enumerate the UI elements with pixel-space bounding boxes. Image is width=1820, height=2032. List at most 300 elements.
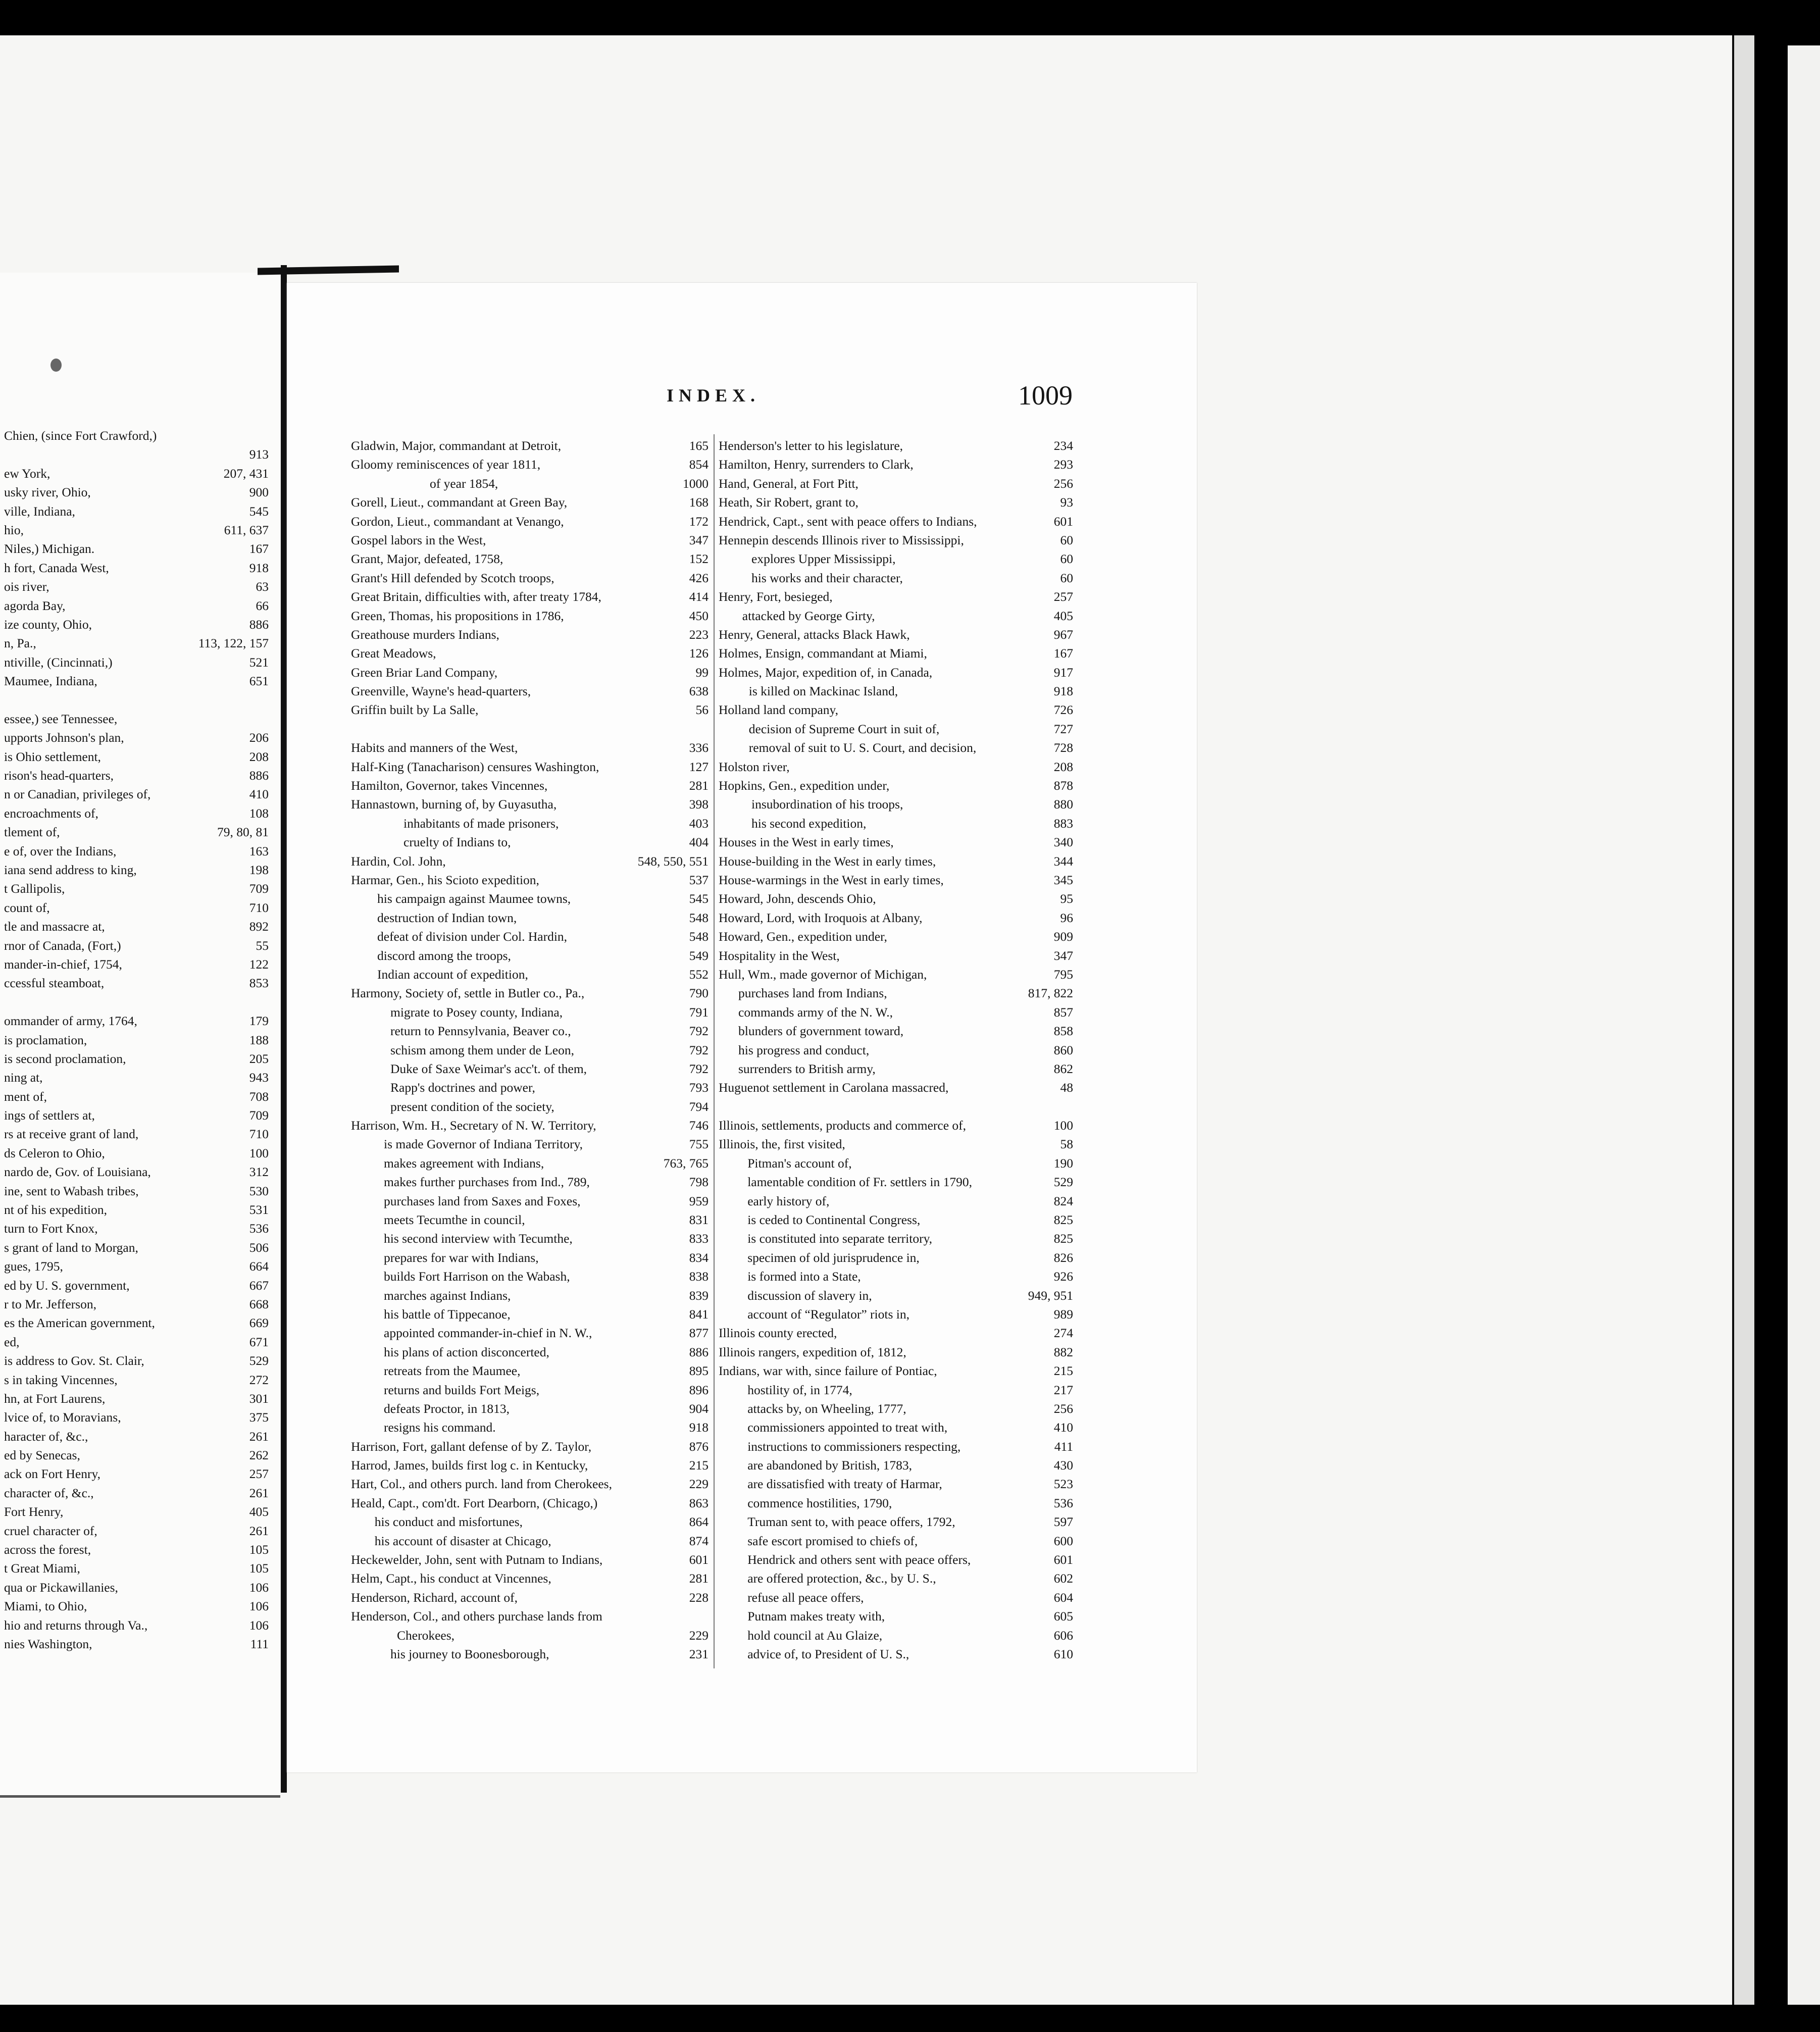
index-entry-text: Miami, to Ohio,	[4, 1599, 87, 1614]
index-entry	[351, 1116, 709, 1135]
index-entry	[0, 1616, 269, 1635]
index-entry	[719, 852, 1073, 871]
index-entry	[719, 1059, 1073, 1078]
index-entry	[351, 1381, 709, 1399]
index-entry	[351, 814, 709, 833]
index-entry-pages: 531	[249, 1202, 269, 1217]
index-entry-pages: 530	[249, 1183, 269, 1198]
index-entry-text: Chien, (since Fort Crawford,)	[4, 428, 157, 443]
index-entry-text: is ceded to Continental Congress,	[747, 1212, 921, 1228]
index-entry-pages: 126	[689, 646, 709, 661]
index-entry	[719, 531, 1073, 549]
index-entry	[351, 1173, 709, 1191]
index-entry-text: Putnam makes treaty with,	[747, 1609, 885, 1624]
index-entry	[351, 512, 709, 531]
index-entry-pages: 347	[689, 532, 709, 547]
index-entry-text: ds Celeron to Ohio,	[4, 1145, 105, 1160]
index-entry-pages: 55	[256, 938, 269, 953]
index-entry	[0, 1635, 269, 1653]
index-entry-text: resigns his command.	[384, 1420, 496, 1435]
index-entry-text: attacks by, on Wheeling, 1777,	[747, 1401, 906, 1416]
index-entry	[351, 776, 709, 795]
index-entry-pages: 405	[249, 1504, 269, 1519]
index-entry-pages: 261	[249, 1485, 269, 1500]
index-entry-text: ccessful steamboat,	[4, 976, 105, 991]
index-entry-pages: 99	[695, 665, 709, 680]
index-entry-pages: 281	[689, 778, 709, 793]
index-entry-text: Hannastown, burning of, by Guyasutha,	[351, 797, 557, 812]
index-entry-text: haracter of, &c.,	[4, 1429, 88, 1444]
index-entry-text: ine, sent to Wabash tribes,	[4, 1183, 139, 1198]
index-entry	[719, 1494, 1073, 1512]
index-entry-pages: 262	[249, 1448, 269, 1463]
index-entry-pages: 375	[249, 1410, 269, 1425]
index-entry	[0, 539, 269, 558]
index-entry	[351, 625, 709, 644]
index-entry-text: hostility of, in 1774,	[747, 1382, 852, 1397]
index-entry	[351, 1154, 709, 1173]
index-entry-text: is second proclamation,	[4, 1051, 126, 1066]
index-entry-text: nardo de, Gov. of Louisiana,	[4, 1164, 151, 1180]
index-entry	[719, 1154, 1073, 1173]
index-entry-pages: 229	[689, 1628, 709, 1643]
index-entry-text: Hendrick, Capt., sent with peace offers to Indians,	[719, 514, 977, 529]
index-entry-pages: 105	[249, 1542, 269, 1557]
index-entry-pages: 108	[249, 805, 269, 821]
index-entry	[719, 549, 1073, 568]
index-entry	[0, 1427, 269, 1446]
index-entry-text: Huguenot settlement in Carolana massacred,	[719, 1080, 949, 1095]
index-entry	[0, 1521, 269, 1540]
index-entry	[351, 455, 709, 474]
index-gap	[719, 1097, 1073, 1116]
index-entry-pages: 967	[1053, 627, 1073, 642]
index-entry-pages: 798	[689, 1175, 709, 1190]
index-entry-text: nies Washington,	[4, 1637, 92, 1651]
index-entry-text: Illinois, the, first visited,	[719, 1137, 845, 1152]
index-entry-text: Indians, war with, since failure of Pontiac,	[719, 1363, 937, 1379]
index-entry-pages: 601	[689, 1552, 709, 1567]
index-entry	[351, 1097, 709, 1116]
index-entry	[351, 738, 709, 757]
index-entry-pages: 281	[689, 1571, 709, 1586]
index-entry-pages: 545	[689, 891, 709, 906]
index-entry-text: discussion of slavery in,	[747, 1288, 872, 1303]
index-entry-text: Hardin, Col. John,	[351, 853, 446, 869]
index-entry-text: commands army of the N. W.,	[738, 1004, 893, 1020]
index-entry-pages: 228	[689, 1590, 709, 1605]
index-entry	[351, 1569, 709, 1588]
index-entry-text: Hopkins, Gen., expedition under,	[719, 778, 890, 793]
index-entry-pages: 710	[249, 1127, 269, 1142]
index-entry-text: hio and returns through Va.,	[4, 1617, 148, 1633]
index-gap	[351, 720, 709, 738]
index-entry-pages: 926	[1053, 1269, 1073, 1284]
index-entry-pages: 529	[1053, 1175, 1073, 1190]
index-entry	[351, 1645, 709, 1663]
index-entry-text: upports Johnson's plan,	[4, 730, 124, 745]
index-entry-text: inhabitants of made prisoners,	[403, 816, 559, 831]
index-entry-text: Hendrick and others sent with peace offers,	[747, 1552, 971, 1567]
index-entry-text: ntiville, (Cincinnati,)	[4, 654, 113, 670]
index-entry	[0, 672, 269, 690]
index-entry-pages: 874	[689, 1533, 709, 1548]
index-entry-text: ed by Senecas,	[4, 1448, 80, 1463]
index-entry	[719, 833, 1073, 851]
index-entry-pages: 167	[1053, 646, 1073, 661]
index-entry-text: Hennepin descends Illinois river to Mississippi,	[719, 532, 964, 547]
index-entry	[0, 521, 269, 539]
index-entry-text: n, Pa.,	[4, 636, 36, 651]
index-entry-pages: 552	[689, 967, 709, 982]
index-entry-pages: 841	[689, 1306, 709, 1322]
index-entry-pages: 834	[689, 1250, 709, 1265]
index-entry-pages: 549	[689, 948, 709, 963]
index-entry-text: destruction of Indian town,	[377, 910, 517, 925]
index-entry-text: present condition of the society,	[390, 1099, 554, 1114]
index-entry-pages: 876	[689, 1439, 709, 1454]
index-entry	[351, 1456, 709, 1475]
index-entry	[719, 625, 1073, 644]
index-entry	[0, 766, 269, 785]
index-entry-text: Hamilton, Governor, takes Vincennes,	[351, 778, 548, 793]
index-entry-text: Gloomy reminiscences of year 1811,	[351, 457, 541, 472]
index-entry-text: his battle of Tippecanoe,	[384, 1306, 511, 1322]
index-entry	[0, 1068, 269, 1087]
index-entry-text: Illinois county erected,	[719, 1326, 837, 1341]
index-entry-text: Niles,) Michigan.	[4, 541, 95, 556]
index-entry-text: is Ohio settlement,	[4, 749, 101, 764]
index-entry-text: Grant, Major, defeated, 1758,	[351, 551, 503, 567]
index-entry-text: commissioners appointed to treat with,	[747, 1420, 948, 1435]
index-entry	[351, 1399, 709, 1418]
index-entry-text: gues, 1795,	[4, 1259, 63, 1274]
index-entry-pages: 340	[1053, 835, 1073, 850]
index-entry-pages: 792	[689, 1024, 709, 1039]
index-entry	[0, 1049, 269, 1068]
index-entry-pages: 548	[689, 929, 709, 944]
index-entry-pages: 404	[689, 835, 709, 850]
index-entry-pages: 256	[1053, 476, 1073, 491]
page-number: 1009	[1018, 380, 1073, 411]
index-entry-pages: 918	[249, 560, 269, 575]
index-entry-text: cruelty of Indians to,	[403, 835, 511, 850]
index-entry-pages: 63	[256, 579, 269, 594]
index-entry-pages: 895	[689, 1363, 709, 1379]
index-entry	[719, 1286, 1073, 1305]
index-entry-text: Gospel labors in the West,	[351, 532, 486, 547]
index-entry-text: h fort, Canada West,	[4, 560, 109, 575]
left-page-fragment	[0, 273, 280, 1798]
index-entry-pages: 710	[249, 900, 269, 915]
index-entry	[0, 1219, 269, 1238]
index-entry-pages: 231	[689, 1647, 709, 1661]
index-entry	[719, 1267, 1073, 1286]
index-entry-pages: 667	[249, 1278, 269, 1293]
index-entry	[351, 1626, 709, 1645]
index-entry-text: Howard, Gen., expedition under,	[719, 929, 887, 944]
index-entry	[0, 917, 269, 936]
index-entry-pages: 597	[1053, 1514, 1073, 1530]
index-entry-pages: 545	[249, 503, 269, 519]
index-entry	[351, 908, 709, 927]
index-entry-pages: 900	[249, 485, 269, 500]
index-entry-text: Griffin built by La Salle,	[351, 702, 479, 718]
index-entry-text: ed,	[4, 1334, 20, 1349]
index-entry-pages: 795	[1053, 967, 1073, 982]
index-entry-text: nt of his expedition,	[4, 1202, 107, 1217]
index-entry	[351, 700, 709, 719]
index-entry-text: insubordination of his troops,	[751, 797, 903, 812]
index-entry	[0, 1464, 269, 1483]
index-entry	[0, 577, 269, 596]
index-entry	[719, 946, 1073, 965]
index-entry	[0, 1370, 269, 1389]
index-entry-text: essee,) see Tennessee,	[4, 711, 118, 726]
index-entry	[0, 1106, 269, 1125]
index-entry-pages: 398	[689, 797, 709, 812]
index-entry-pages: 506	[249, 1240, 269, 1255]
index-entry-text: blunders of government toward,	[738, 1024, 904, 1039]
index-entry-pages: 414	[689, 589, 709, 604]
index-entry-text: retreats from the Maumee,	[384, 1363, 521, 1379]
index-entry	[351, 1022, 709, 1040]
index-entry-text: is proclamation,	[4, 1032, 87, 1047]
index-entry-text: his journey to Boonesborough,	[390, 1647, 549, 1661]
index-entry-pages: 208	[1053, 759, 1073, 774]
index-entry	[0, 1125, 269, 1143]
index-entry	[0, 728, 269, 747]
index-entry-pages: 66	[256, 598, 269, 613]
index-entry	[351, 1003, 709, 1022]
index-entry-pages: 523	[1053, 1477, 1073, 1492]
index-entry-text: lvice of, to Moravians,	[4, 1410, 121, 1425]
index-entry	[351, 1210, 709, 1229]
index-entry-text: are dissatisfied with treaty of Harmar,	[747, 1477, 942, 1492]
index-page	[287, 283, 1197, 1772]
index-entry	[0, 1031, 269, 1049]
index-entry-text: builds Fort Harrison on the Wabash,	[384, 1269, 570, 1284]
index-entry-text: migrate to Posey county, Indiana,	[390, 1004, 563, 1020]
index-entry	[351, 1343, 709, 1361]
index-entry-text: surrenders to British army,	[738, 1061, 876, 1076]
index-entry-text: Hart, Col., and others purch. land from Cherokees,	[351, 1477, 612, 1492]
index-entry-pages: 113, 122, 157	[198, 636, 269, 651]
index-entry-text: Great Meadows,	[351, 646, 436, 661]
index-entry-pages: 892	[249, 919, 269, 934]
index-entry-pages: 790	[689, 986, 709, 1001]
index-entry-pages: 664	[249, 1259, 269, 1274]
index-entry-text: ning at,	[4, 1070, 43, 1085]
index-entry-text: turn to Fort Knox,	[4, 1221, 98, 1236]
index-entry-text: meets Tecumthe in council,	[384, 1212, 525, 1228]
index-entry	[719, 1078, 1073, 1097]
index-entry-pages: 896	[689, 1382, 709, 1397]
index-entry-pages: 234	[1053, 438, 1073, 453]
index-entry-text: is made Governor of Indiana Territory,	[384, 1137, 583, 1152]
index-entry-pages: 605	[1053, 1609, 1073, 1624]
index-entry	[719, 1399, 1073, 1418]
index-entry	[719, 889, 1073, 908]
index-entry-pages: 426	[689, 570, 709, 585]
index-entry-pages: 261	[249, 1429, 269, 1444]
index-entry	[351, 1512, 709, 1531]
index-entry-pages: 671	[249, 1334, 269, 1349]
index-entry-text: prepares for war with Indians,	[384, 1250, 539, 1265]
index-entry-text: r to Mr. Jefferson,	[4, 1296, 96, 1311]
index-entry-pages: 106	[249, 1617, 269, 1633]
index-entry-text: Gorell, Lieut., commandant at Green Bay,	[351, 495, 568, 510]
index-entry-pages: 728	[1053, 740, 1073, 755]
index-entry-pages: 918	[1053, 684, 1073, 699]
index-entry-text: Howard, Lord, with Iroquois at Albany,	[719, 910, 923, 925]
index-entry-text: Hand, General, at Fort Pitt,	[719, 476, 858, 491]
index-entry-pages: 127	[689, 759, 709, 774]
index-entry-pages: 817, 822	[1028, 986, 1073, 1001]
index-entry-pages: 909	[1053, 929, 1073, 944]
index-entry-text: his account of disaster at Chicago,	[374, 1533, 551, 1548]
index-entry-pages: 904	[689, 1401, 709, 1416]
index-entry	[0, 1238, 269, 1257]
index-entry-text: purchases land from Saxes and Foxes,	[384, 1193, 581, 1208]
index-entry-pages: 256	[1053, 1401, 1073, 1416]
index-entry-text: Henderson, Richard, account of,	[351, 1590, 518, 1605]
index-entry-text: schism among them under de Leon,	[390, 1042, 574, 1057]
index-entry-text: are abandoned by British, 1783,	[747, 1458, 912, 1473]
index-entry	[0, 653, 269, 672]
index-entry	[351, 493, 709, 512]
index-entry-pages: 411	[1054, 1439, 1073, 1454]
index-entry-pages: 548, 550, 551	[637, 853, 709, 869]
index-entry	[719, 1475, 1073, 1493]
index-entry	[719, 1361, 1073, 1380]
index-entry	[351, 1607, 709, 1625]
index-entry-text: agorda Bay,	[4, 598, 66, 613]
index-entry-text: Greathouse murders Indians,	[351, 627, 499, 642]
index-entry-text: his plans of action disconcerted,	[384, 1344, 549, 1359]
index-entry-text: Holmes, Major, expedition of, in Canada,	[719, 665, 933, 680]
index-entry-pages: 217	[1053, 1382, 1073, 1397]
index-entry	[0, 558, 269, 577]
index-entry-pages: 60	[1060, 551, 1073, 567]
index-entry	[0, 1333, 269, 1351]
index-entry	[0, 823, 269, 841]
index-entry-pages: 410	[1053, 1420, 1073, 1435]
index-entry-pages: 825	[1053, 1231, 1073, 1246]
index-entry	[351, 436, 709, 455]
index-entry-text: Heald, Capt., com'dt. Fort Dearborn, (Chicago,)	[351, 1495, 598, 1510]
left-index-column	[0, 426, 269, 1653]
index-entry	[351, 1078, 709, 1097]
index-entry-pages: 864	[689, 1514, 709, 1530]
index-entry	[351, 1494, 709, 1512]
index-entry-text: Holland land company,	[719, 702, 838, 718]
index-entry	[0, 1389, 269, 1408]
index-entry-text: safe escort promised to chiefs of,	[747, 1533, 918, 1548]
index-entry-pages: 833	[689, 1231, 709, 1246]
index-entry-text: makes agreement with Indians,	[384, 1155, 544, 1171]
index-entry-text: t Great Miami,	[4, 1561, 80, 1576]
index-entry-text: Duke of Saxe Weimar's acc't. of them,	[390, 1061, 587, 1076]
index-entry	[0, 709, 269, 728]
index-entry	[719, 1135, 1073, 1153]
index-entry-pages: 167	[249, 541, 269, 556]
index-entry-pages: 405	[1053, 608, 1073, 623]
index-entry-text: Hull, Wm., made governor of Michigan,	[719, 967, 927, 982]
index-entry-text: count of,	[4, 900, 50, 915]
index-entry	[0, 1276, 269, 1295]
index-entry	[351, 1192, 709, 1210]
index-entry-pages: 548	[689, 910, 709, 925]
index-entry-text: specimen of old jurisprudence in,	[747, 1250, 920, 1265]
index-entry-pages: 274	[1053, 1326, 1073, 1341]
index-entry-pages: 863	[689, 1495, 709, 1510]
index-entry-pages: 943	[249, 1070, 269, 1085]
index-entry-pages: 858	[1053, 1024, 1073, 1039]
index-entry	[0, 974, 269, 992]
index-entry-text: Maumee, Indiana,	[4, 674, 97, 689]
index-entry-pages: 610	[1053, 1647, 1073, 1661]
index-entry	[351, 569, 709, 587]
index-entry-text: n or Canadian, privileges of,	[4, 787, 151, 802]
index-entry	[719, 1305, 1073, 1324]
index-entry-text: hn, at Fort Laurens,	[4, 1391, 106, 1406]
index-entry-pages: 651	[249, 674, 269, 689]
index-entry-pages: 521	[249, 654, 269, 670]
index-entry-text: ommander of army, 1764,	[4, 1013, 137, 1029]
index-entry-pages: 168	[689, 495, 709, 510]
index-entry-pages: 726	[1053, 702, 1073, 718]
index-entry	[719, 776, 1073, 795]
index-entry-pages: 122	[249, 956, 269, 972]
index-entry-pages: 312	[249, 1164, 269, 1180]
index-entry	[0, 1559, 269, 1578]
index-entry	[719, 871, 1073, 889]
index-entry	[351, 1229, 709, 1248]
index-entry	[719, 1022, 1073, 1040]
index-entry	[0, 1295, 269, 1313]
index-entry-text: hio,	[4, 522, 24, 537]
index-entry-pages: 880	[1053, 797, 1073, 812]
index-entry-pages: 668	[249, 1296, 269, 1311]
index-entry	[351, 757, 709, 776]
index-entry-pages: 163	[249, 843, 269, 858]
index-entry-text: commence hostilities, 1790,	[747, 1495, 892, 1510]
index-entry-text: appointed commander-in-chief in N. W.,	[384, 1326, 592, 1341]
index-entry-pages: 79, 80, 81	[217, 825, 269, 840]
index-entry-pages: 959	[689, 1193, 709, 1208]
index-entry-text: encroachments of,	[4, 805, 98, 821]
index-entry-pages: 878	[1053, 778, 1073, 793]
index-entry	[0, 955, 269, 974]
index-entry-text: defeat of division under Col. Hardin,	[377, 929, 568, 944]
index-entry	[351, 1532, 709, 1550]
index-entry-pages: 536	[1053, 1495, 1073, 1510]
index-entry-text: account of “Regulator” riots in,	[747, 1306, 909, 1322]
index-entry-text: character of, &c.,	[4, 1485, 94, 1500]
index-entry-text: returns and builds Fort Meigs,	[384, 1382, 540, 1397]
index-entry-text: e of, over the Indians,	[4, 843, 117, 858]
index-entry	[351, 889, 709, 908]
index-entry	[351, 663, 709, 682]
index-entry	[719, 1248, 1073, 1267]
index-entry	[719, 1324, 1073, 1342]
index-entry-text: House-building in the West in early times,	[719, 853, 936, 869]
index-entry-pages: 152	[689, 551, 709, 567]
index-entry-pages: 105	[249, 1561, 269, 1576]
index-entry-pages: 56	[695, 702, 709, 718]
index-entry	[351, 1361, 709, 1380]
